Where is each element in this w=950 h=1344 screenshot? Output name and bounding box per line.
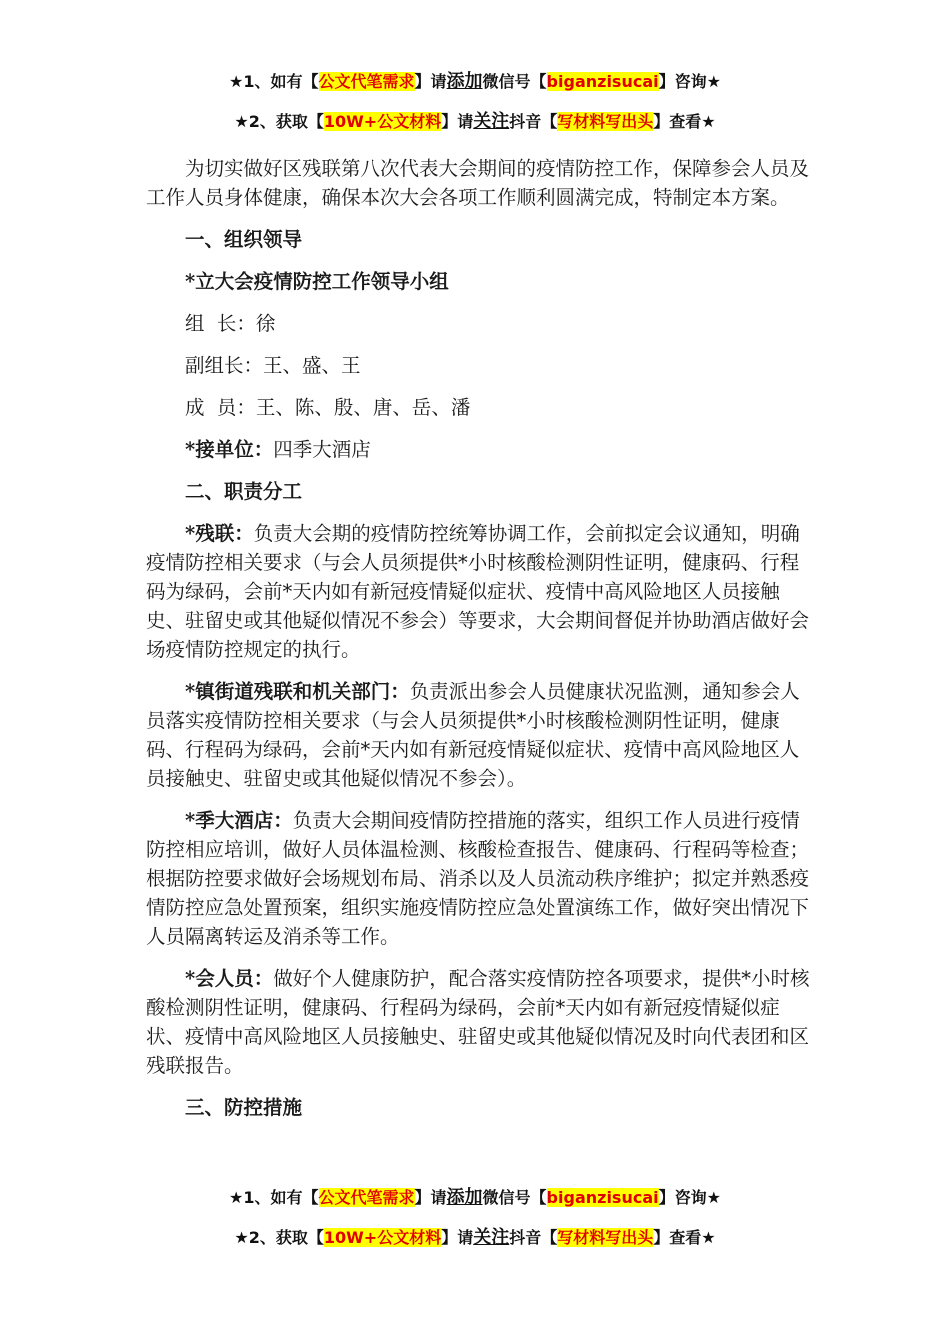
duty-paragraph [146,806,810,951]
banner-highlight: biganzisucai [546,72,659,91]
banner-text: ★1、如有【 [229,72,319,91]
banner-underlined: 关注 [473,111,510,132]
banner-underlined: 添加 [446,1187,483,1208]
duty-label: *季大酒店： [185,809,293,832]
duty-paragraph [146,519,810,664]
deputy-line: 副组长：王、盛、王 [185,354,361,377]
duty-label: *镇街道残联和机关部门： [185,680,410,703]
banner-highlight: 10W+公文材料 [323,112,442,131]
banner-underlined: 添加 [446,71,483,92]
banner-highlight: 公文代笔需求 [318,1188,415,1207]
duty-paragraph [146,677,810,793]
top-banner-line-1 [0,71,950,93]
banner-text: 】查看★ [653,112,716,131]
banner-highlight: 10W+公文材料 [323,1228,442,1247]
banner-text: 】查看★ [653,1228,716,1247]
banner-text: 】请 [441,112,474,131]
banner-text: 微信号【 [482,1188,547,1207]
banner-text: 抖音【 [509,112,558,131]
duty-text: 负责大会期间疫情防控措施的落实，组织工作人员进行疫情防控相应培训，做好人员体温检测、核酸检查报告、健康码、行程码等检查；根据防控要求做好会场规划布局、消杀以及人员流动秩序维护；拟定并熟悉疫情防控应急处置预案，组织实施疫情防控应急处置演练工作，做好突出情况下人员隔离转运及消杀等工作。 [146,809,810,948]
host-value: 四季大酒店 [273,438,371,461]
banner-text: 抖音【 [509,1228,558,1247]
banner-underlined: 关注 [473,1227,510,1248]
host-label: *接单位： [185,438,274,461]
intro-paragraph: 为切实做好区残联第八次代表大会期间的疫情防控工作，保障参会人员及工作人员身体健康，确保本次大会各项工作顺利圆满完成，特制定本方案。 [146,157,810,209]
bottom-banner-line-1 [0,1187,950,1209]
banner-highlight: 写材料写出头 [557,1228,654,1247]
duty-text: 负责大会期的疫情防控统筹协调工作，会前拟定会议通知，明确疫情防控相关要求（与会人员须提供*小时核酸检测阴性证明，健康码、行程码为绿码，会前*天内如有新冠疫情疑似症状、疫情中高风险地区人员接触史、驻留史或其他疑似情况不参会）等要求，大会期间督促并协助酒店做好会场疫情防控规定的执行。 [146,522,810,661]
section-heading: 三、防控措施 [185,1096,303,1119]
banner-text: 】咨询★ [658,72,721,91]
banner-highlight: biganzisucai [546,1188,659,1207]
banner-highlight: 写材料写出头 [557,112,654,131]
host-line [146,435,810,464]
duty-label: *会人员： [185,967,274,990]
banner-highlight: 公文代笔需求 [318,72,415,91]
document-body [146,154,810,1122]
bottom-banner-line-2 [0,1227,950,1249]
banner-text: 】咨询★ [658,1188,721,1207]
duty-label: *残联： [185,522,254,545]
section-heading: 二、职责分工 [185,480,303,503]
banner-text: 】请 [441,1228,474,1247]
duty-text: 负责派出参会人员健康状况监测，通知参会人员落实疫情防控相关要求（与会人员须提供*小时核酸检测阴性证明，健康码、行程码为绿码，会前*天内如有新冠疫情疑似症状、疫情中高风险地区人员接触史、驻留史或其他疑似情况不参会）。 [146,680,800,790]
banner-text: ★1、如有【 [229,1188,319,1207]
duty-text: 做好个人健康防护，配合落实疫情防控各项要求，提供*小时核酸检测阴性证明，健康码、行程码为绿码，会前*天内如有新冠疫情疑似症状、疫情中高风险地区人员接触史、驻留史或其他疑似情况及时向代表团和区残联报告。 [146,967,810,1077]
banner-text: ★2、获取【 [234,1228,324,1247]
banner-text: 】请 [414,1188,447,1207]
leader-line: 组 长：徐 [185,312,276,335]
top-banner-line-2 [0,111,950,133]
banner-text: 】请 [414,72,447,91]
subsection-heading: *立大会疫情防控工作领导小组 [185,270,449,293]
section-heading: 一、组织领导 [185,228,303,251]
duty-paragraph [146,964,810,1080]
banner-text: ★2、获取【 [234,112,324,131]
banner-text: 微信号【 [482,72,547,91]
members-line: 成 员：王、陈、殷、唐、岳、潘 [185,396,471,419]
